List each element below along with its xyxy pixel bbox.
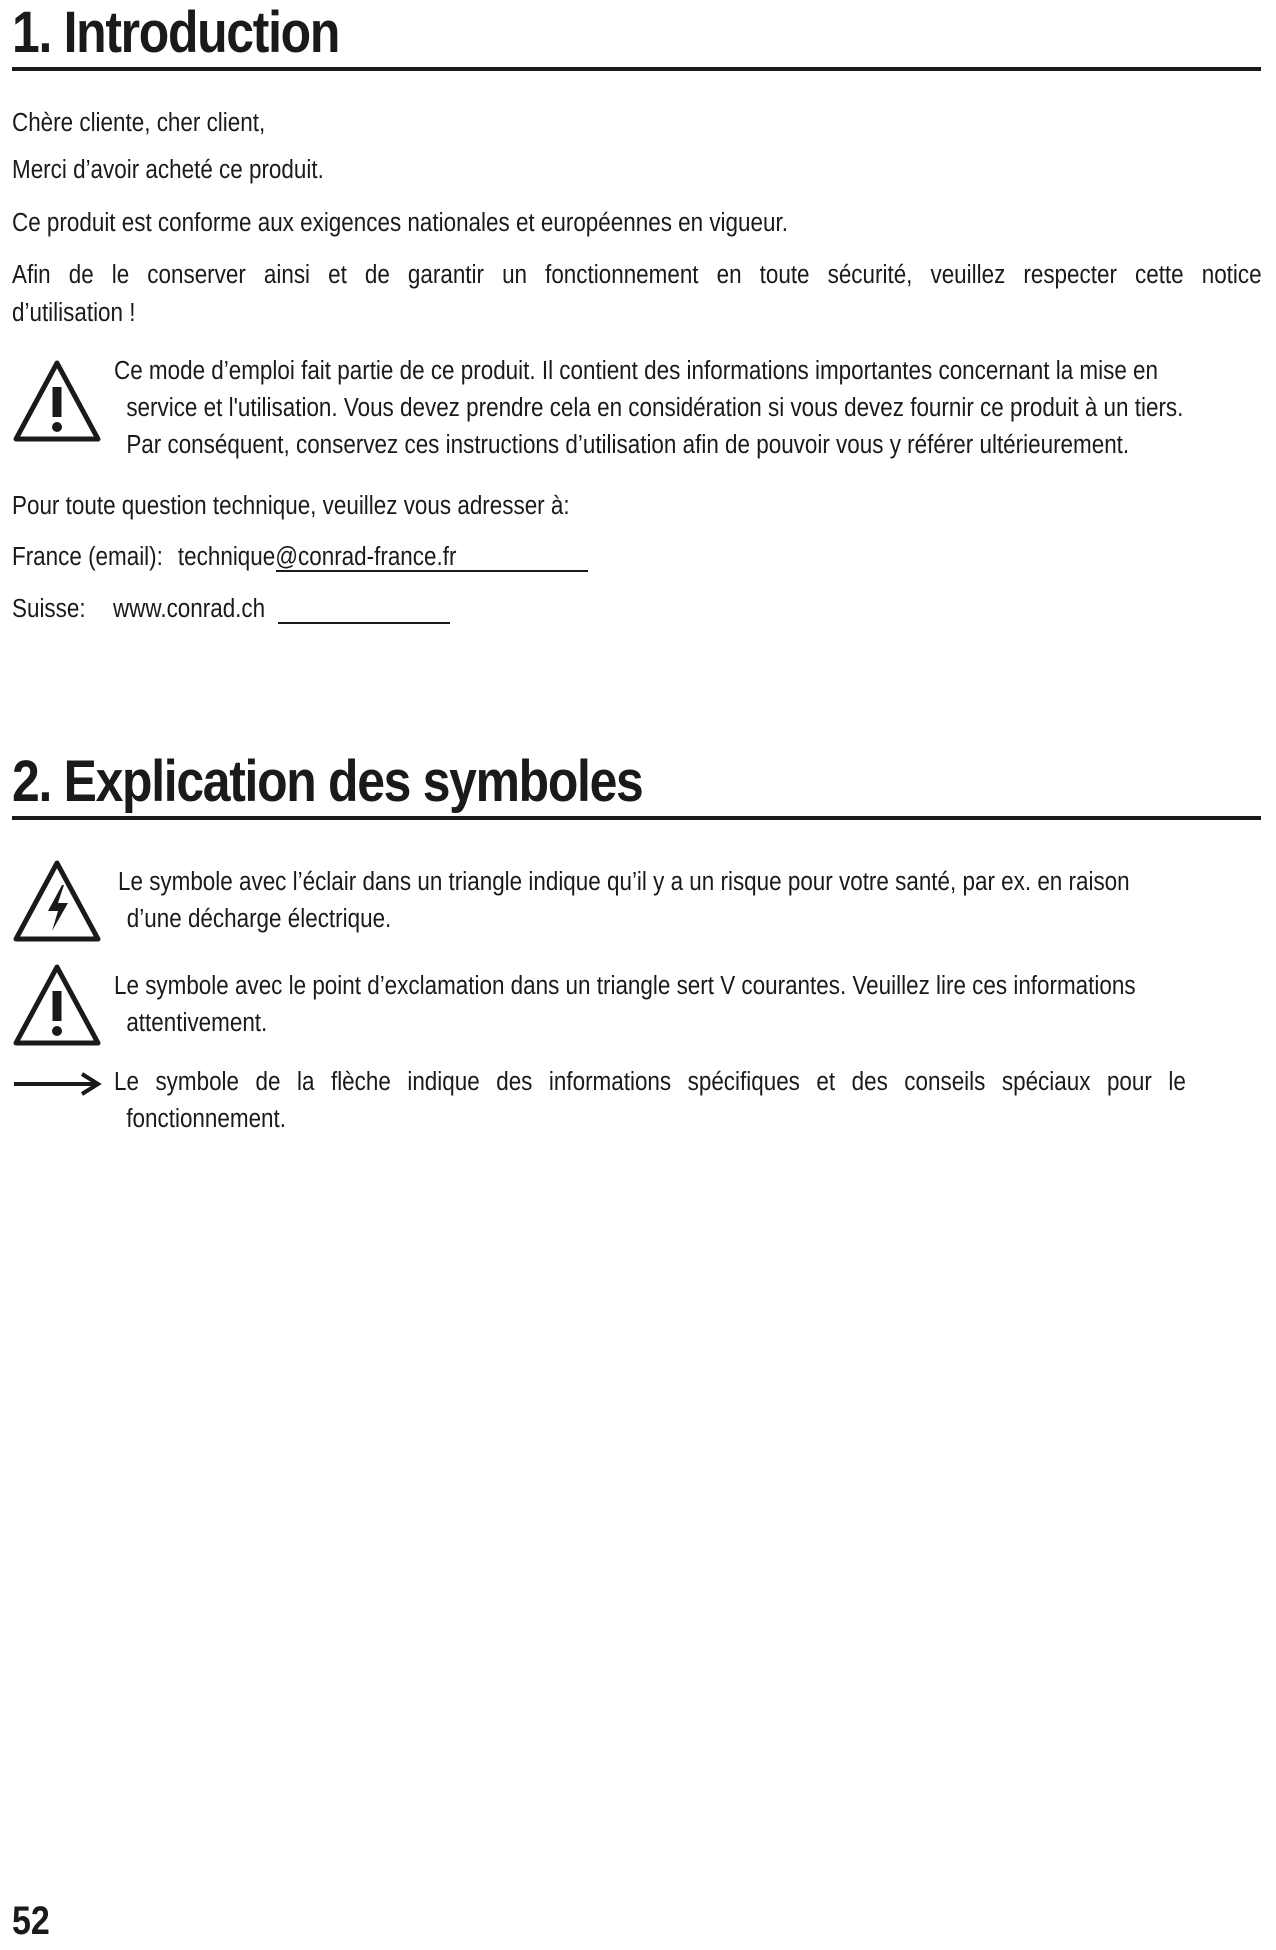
contact-underline-france xyxy=(276,570,588,572)
warning-line-1: Ce mode d’emploi fait partie de ce produit. Il contient des informations importantes concernant la mise en xyxy=(114,357,1159,385)
section-1-title: 1. Introduction xyxy=(12,0,340,65)
symbol-exclamation-line-1: Le symbole avec le point d’exclamation dans un triangle sert V courantes. Veuillez lire ces informations xyxy=(114,972,1136,1000)
exclamation-warning-icon xyxy=(12,357,102,445)
section-2-rule xyxy=(12,816,1261,820)
warning-line-3: Par conséquent, conservez ces instructions d’utilisation afin de pouvoir vous y référer ultérieurement. xyxy=(126,431,1130,459)
greeting-text: Chère cliente, cher client, xyxy=(12,109,266,137)
contact-intro-text: Pour toute question technique, veuillez vous adresser à: xyxy=(12,492,570,520)
warning-note xyxy=(114,353,1183,464)
lightning-warning-icon xyxy=(12,857,102,945)
section-1-rule xyxy=(12,67,1261,71)
symbol-arrow-line-2: fonctionnement. xyxy=(126,1105,286,1133)
contact-email-link[interactable]: technique@conrad-france.fr xyxy=(177,543,457,571)
warning-line-2: service et l'utilisation. Vous devez prendre cela en considération si vous devez fournir ce produit à un tiers. xyxy=(126,394,1184,422)
symbol-arrow-line-1: Le symbole de la flèche indique des informations spécifiques et des conseils spéciaux pour le xyxy=(114,1068,1186,1096)
respect-paragraph xyxy=(12,256,1262,332)
symbol-lightning-line-2: d’une décharge électrique. xyxy=(126,905,392,933)
respect-line-1: Afin de le conserver ainsi et de garantir un fonctionnement en toute sécurité, veuillez respecter cette notice xyxy=(12,261,1262,289)
arrow-right-icon xyxy=(12,1070,102,1098)
symbol-note-exclamation xyxy=(114,968,1136,1042)
symbol-exclamation-line-2: attentivement. xyxy=(126,1009,268,1037)
contact-label-france: France (email): xyxy=(12,543,163,571)
page-number: 52 xyxy=(12,1899,50,1943)
exclamation-warning-icon xyxy=(12,961,102,1049)
symbol-lightning-line-1: Le symbole avec l’éclair dans un triangle indique qu’il y a un risque pour votre santé, par ex. en raison xyxy=(118,868,1130,896)
symbol-note-arrow xyxy=(114,1064,1186,1138)
contact-label-suisse: Suisse: xyxy=(12,595,86,623)
contact-underline-suisse xyxy=(278,622,450,624)
contact-row-suisse xyxy=(12,590,300,628)
thanks-text: Merci d’avoir acheté ce produit. xyxy=(12,156,324,184)
contact-website-link[interactable]: www.conrad.ch xyxy=(112,595,266,623)
respect-line-2: d’utilisation ! xyxy=(12,299,136,327)
symbol-note-lightning xyxy=(118,864,1130,938)
section-2-title: 2. Explication des symboles xyxy=(12,749,643,814)
conformity-text: Ce produit est conforme aux exigences nationales et européennes en vigueur. xyxy=(12,209,788,237)
